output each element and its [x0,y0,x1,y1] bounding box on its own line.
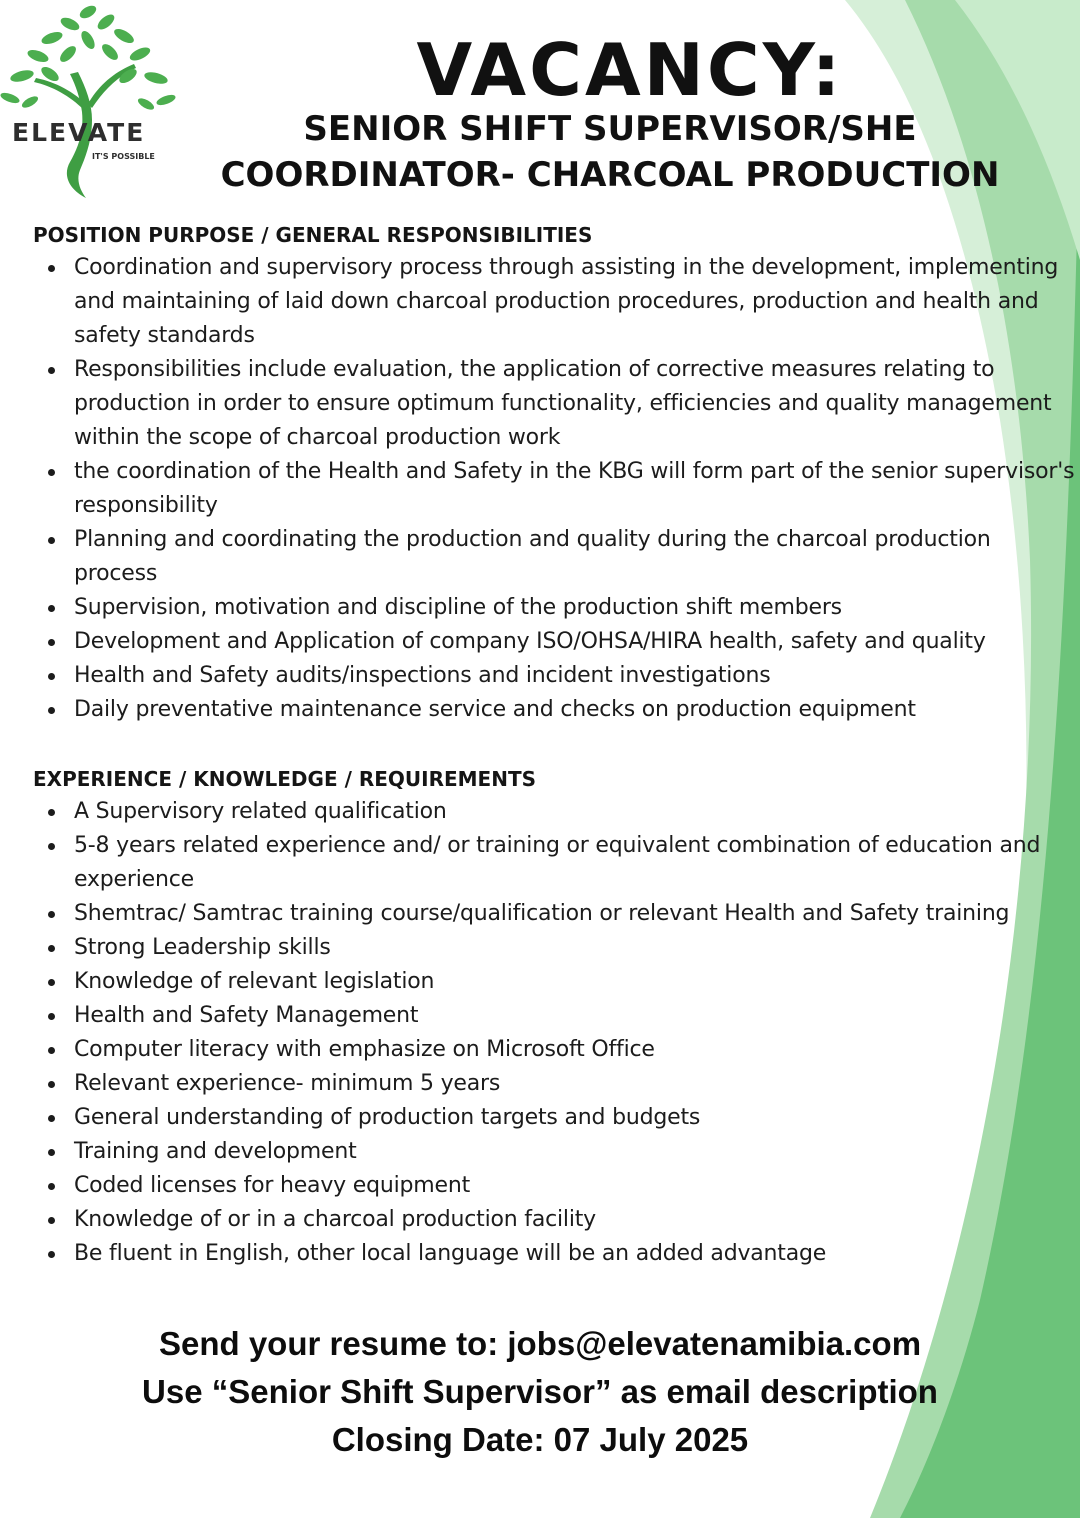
vacancy-title: VACANCY: [416,28,844,112]
closing-date-line: Closing Date: 07 July 2025 [331,1421,749,1458]
job-title-line-2: COORDINATOR- CHARCOAL PRODUCTION [220,155,1000,195]
list-item: A Supervisory related qualification [33,795,1079,829]
list-item: Responsibilities include evaluation, the application of corrective measures relating to production in order to ensure optimum functionality, efficiencies and quality management within the scope of charcoal production work [33,353,1079,455]
requirements-section [33,763,1079,1271]
tree-icon [0,0,180,200]
list-item: Computer literacy with emphasize on Microsoft Office [33,1033,1079,1067]
list-item: Daily preventative maintenance service and checks on production equipment [33,693,1079,727]
email-description-line: Use “Senior Shift Supervisor” as email description [142,1373,938,1410]
responsibilities-list [33,251,1079,727]
requirements-list [33,795,1079,1271]
list-item: Coded licenses for heavy equipment [33,1169,1079,1203]
list-item: Health and Safety audits/inspections and incident investigations [33,659,1079,693]
logo-tagline: IT'S POSSIBLE [92,152,155,161]
list-item: Knowledge of relevant legislation [33,965,1079,999]
list-item: the coordination of the Health and Safety in the KBG will form part of the senior supervisor's responsibility [33,455,1079,523]
send-resume-line: Send your resume to: jobs@elevatenamibia.com [158,1325,922,1362]
elevate-logo [0,0,180,200]
job-title [170,106,1050,198]
list-item: Shemtrac/ Samtrac training course/qualification or relevant Health and Safety training [33,897,1079,931]
list-item: General understanding of production targets and budgets [33,1101,1079,1135]
list-item: 5-8 years related experience and/ or training or equivalent combination of education and experience [33,829,1079,897]
list-item: Training and development [33,1135,1079,1169]
list-item: Be fluent in English, other local language will be an added advantage [33,1237,1079,1271]
job-title-line-1: SENIOR SHIFT SUPERVISOR/SHE [303,109,917,149]
list-item: Health and Safety Management [33,999,1079,1033]
list-item: Coordination and supervisory process through assisting in the development, implementing and maintaining of laid down charcoal production procedures, production and health and safety standards [33,251,1079,353]
responsibilities-section [33,219,1079,727]
list-item: Planning and coordinating the production and quality during the charcoal production process [33,523,1079,591]
list-item: Relevant experience- minimum 5 years [33,1067,1079,1101]
responsibilities-heading: POSITION PURPOSE / GENERAL RESPONSIBILITIES [33,223,593,247]
requirements-heading: EXPERIENCE / KNOWLEDGE / REQUIREMENTS [33,767,536,791]
list-item: Knowledge of or in a charcoal production facility [33,1203,1079,1237]
list-item: Strong Leadership skills [33,931,1079,965]
list-item: Supervision, motivation and discipline of the production shift members [33,591,1079,625]
list-item: Development and Application of company ISO/OHSA/HIRA health, safety and quality [33,625,1079,659]
logo-wordmark: ELEVATE [12,118,146,147]
